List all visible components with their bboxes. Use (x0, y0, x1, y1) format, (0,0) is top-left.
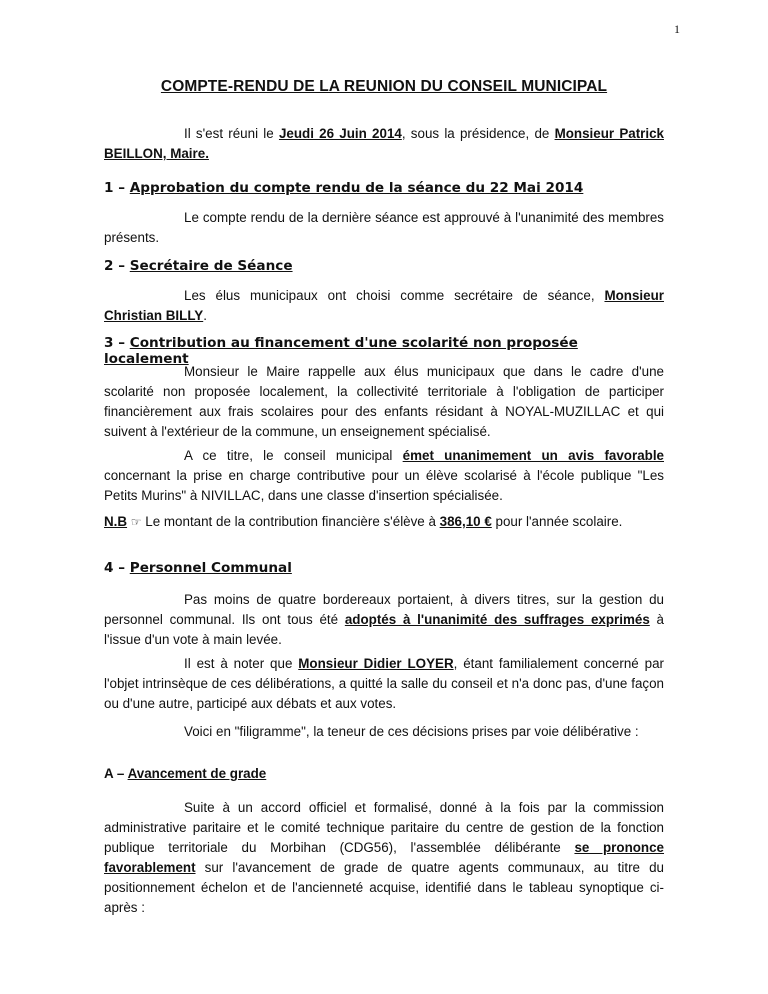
secretary-name: Monsieur Christian BILLY (104, 288, 664, 323)
section-4-p1-text-2: à l'issue d'un vote à main levée. (104, 612, 664, 647)
nb-label: N.B (104, 514, 128, 529)
president-name: Monsieur Patrick BEILLON, Maire. (104, 126, 664, 161)
section-3-p2-text-1: A ce titre, le conseil municipal (184, 448, 403, 463)
subsection-a-title: Avancement de grade (127, 766, 267, 781)
section-4-paragraph-1 (104, 590, 664, 650)
nb-text-1: Le montant de la contribution financière s'élève à (141, 514, 440, 529)
contribution-amount: 386,10 € (439, 514, 492, 529)
section-1-heading (104, 180, 664, 196)
section-4-heading (104, 560, 664, 576)
section-2-text (104, 286, 664, 326)
section-3-number: 3 – (104, 335, 130, 351)
section-3-paragraph-1: Monsieur le Maire rappelle aux élus municipaux que dans le cadre d'une scolarité non proposée localement, la collectivité territoriale à l'obligation de participer financièrement aux frais scolaires pour des enfants résidant à NOYAL-MUZILLAC et qui suivent à l'extérieur de la commune, un enseignement spécialisé. (104, 364, 664, 439)
section-4-p2-text-2: , étant familialement concerné par l'objet intrinsèque de ces délibérations, a quitté la salle du conseil et n'a donc pas, d'une façon ou d'une autre, participé aux débats et aux votes. (104, 656, 664, 711)
loyer-name: Monsieur Didier LOYER (298, 656, 454, 671)
meeting-date: Jeudi 26 Juin 2014 (278, 126, 402, 141)
pointing-hand-icon: ☞ (130, 515, 142, 529)
section-4-number: 4 – (104, 560, 130, 576)
unanimous-adoption: adoptés à l'unanimité des suffrages exprimés (344, 612, 650, 627)
nota-bene (104, 512, 664, 532)
intro-paragraph (104, 124, 664, 164)
section-3-paragraph-2 (104, 446, 664, 506)
section-3-title: Contribution au financement d'une scolarité non proposée localement (104, 335, 578, 367)
page-number: 1 (674, 22, 680, 36)
section-4-title: Personnel Communal (129, 560, 292, 576)
section-2-heading (104, 258, 664, 274)
intro-text-2: , sous la présidence, de (401, 126, 555, 141)
section-1-number: 1 – (104, 180, 130, 196)
subsection-a-heading (104, 766, 266, 781)
section-4-paragraph-2 (104, 654, 664, 714)
document-title: COMPTE-RENDU DE LA REUNION DU CONSEIL MUNICIPAL (160, 78, 608, 95)
section-4-p1-text-1: Pas moins de quatre bordereaux portaient, à divers titres, sur la gestion du personnel communal. Ils ont tous été (104, 592, 664, 627)
nb-text-2: pour l'année scolaire. (491, 514, 623, 529)
section-2-text-2: . (203, 308, 207, 323)
section-2-text-1: Les élus municipaux ont choisi comme secrétaire de séance, (184, 288, 605, 303)
section-4-p2-text-1: Il est à noter que (184, 656, 299, 671)
section-4-paragraph-3: Voici en "filigramme", la teneur de ces décisions prises par voie délibérative : (184, 724, 639, 739)
section-2-title: Secrétaire de Séance (129, 258, 293, 274)
favorable-opinion: émet unanimement un avis favorable (402, 448, 664, 463)
section-3-p2-text-2: concernant la prise en charge contributive pour un élève scolarisé à l'école publique "Les Petits Murins" à NIVILLAC, dans une classe d'insertion spécialisée. (104, 468, 664, 503)
subsection-a-paragraph (104, 798, 664, 918)
subsection-a-prefix: A – (104, 766, 128, 781)
section-1-text: Le compte rendu de la dernière séance est approuvé à l'unanimité des membres présents. (104, 210, 664, 245)
subsection-a-text-1: Suite à un accord officiel et formalisé, donné à la fois par la commission administrative paritaire et le comité technique paritaire du centre de gestion de la fonction publique territoriale du Morbihan (CDG56), l'assemblée délibérante (104, 800, 664, 855)
subsection-a-text-2: sur l'avancement de grade de quatre agents communaux, au titre du positionnement échelon et de l'ancienneté acquise, identifié dans le tableau synoptique ci-après : (104, 860, 664, 915)
section-2-number: 2 – (104, 258, 130, 274)
favorable-pronouncement: se prononce favorablement (104, 840, 665, 875)
intro-text-1: Il s'est réuni le (184, 126, 279, 141)
section-1-title: Approbation du compte rendu de la séance du 22 Mai 2014 (129, 180, 584, 196)
